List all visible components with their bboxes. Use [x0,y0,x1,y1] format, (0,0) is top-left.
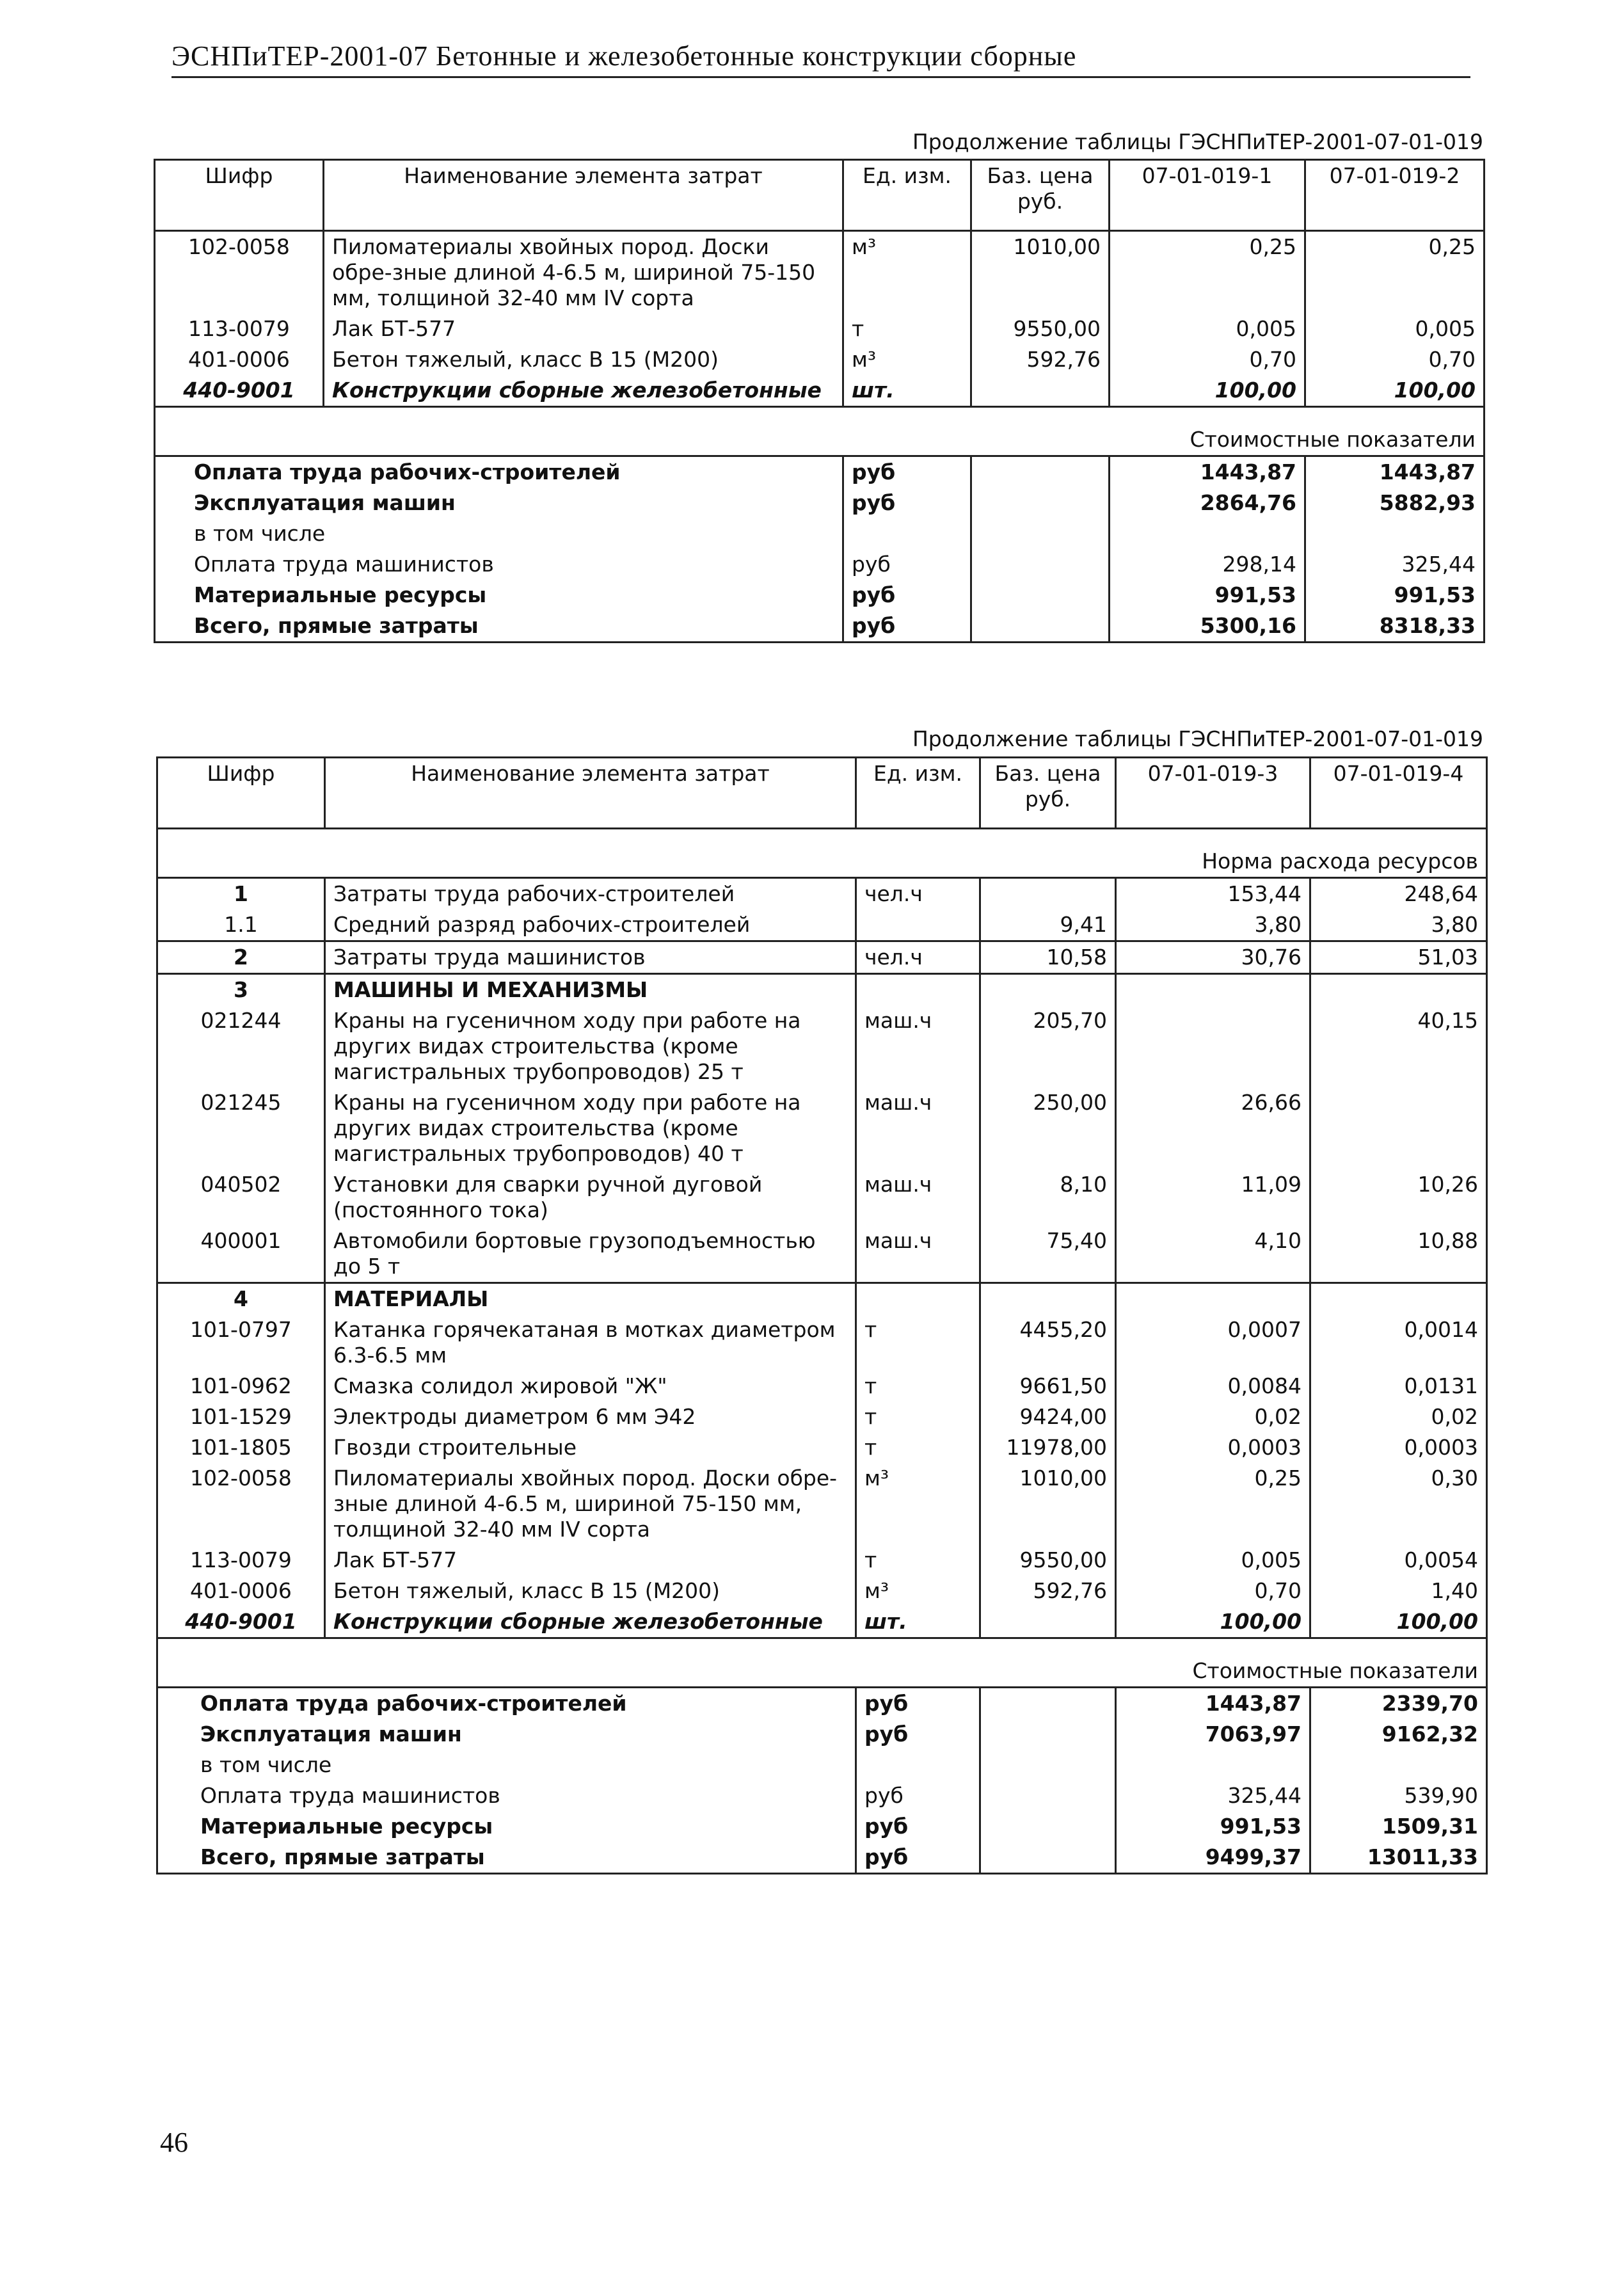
cell-code: 440-9001 [185,1609,297,1634]
table-row [155,344,1485,375]
cell-code: 401-0006 [190,1578,292,1603]
table-row [157,1576,1487,1606]
cell-v2: 10,26 [1310,1169,1487,1226]
cell-v2 [1310,1087,1487,1169]
cost-unit: руб [843,611,971,643]
cell-v2: 40,15 [1310,1005,1487,1087]
cell-v1: 0,0003 [1116,1432,1310,1463]
cost-section-label: Стоимостные показатели [1190,427,1476,452]
cost-v2 [1310,1750,1487,1780]
cell-v2: 0,005 [1305,314,1485,344]
cell-code: 113-0079 [190,1547,292,1572]
cell-v2: 0,0131 [1310,1371,1487,1402]
cell-code: 021244 [200,1008,282,1033]
cost-v2: 539,90 [1310,1780,1487,1811]
col-header-v2: 07-01-019-4 [1310,758,1487,829]
cell-v2: 51,03 [1310,941,1487,974]
cell-unit: м³ [843,344,971,375]
col-header-unit: Ед. изм. [856,758,980,829]
cell-v1 [1116,974,1310,1006]
cost-v2: 8318,33 [1305,611,1485,643]
cell-v2: 248,64 [1310,878,1487,910]
cost-v1: 7063,97 [1116,1719,1310,1750]
cell-name: Средний разряд рабочих-строителей [325,909,856,941]
cell-name: Пиломатериалы хвойных пород. Доски обре-зные длиной 4-6.5 м, шириной 75-150 мм, толщиной 32-40 мм IV сорта [325,1463,856,1545]
table-row [157,1606,1487,1638]
cost-row [155,611,1485,643]
table-row [155,375,1485,407]
cell-price: 9550,00 [971,314,1110,344]
table-row [155,231,1485,314]
cell-unit: маш.ч [856,1087,980,1169]
cost-unit: руб [856,1842,980,1874]
cell-v2: 10,88 [1310,1226,1487,1283]
cost-v2: 2339,70 [1310,1688,1487,1720]
cost-row [157,1780,1487,1811]
cost-row [155,549,1485,580]
cell-v1: 100,00 [1116,1606,1310,1638]
cell-code: 400001 [200,1228,282,1253]
cell-v2: 0,0003 [1310,1432,1487,1463]
col-header-code: Шифр [205,163,273,188]
cost-v2: 1443,87 [1305,456,1485,488]
cell-unit: маш.ч [856,1169,980,1226]
header-title: ЭСНПиТЕР-2001-07 Бетонные и железобетонные конструкции сборные [171,40,1077,72]
cost-price [980,1688,1116,1720]
cell-code: 021245 [200,1090,282,1115]
cell-name: Затраты труда машинистов [325,941,856,974]
cost-row [157,1811,1487,1842]
table2 [156,756,1488,1874]
cell-name: Затраты труда рабочих-строителей [325,878,856,910]
cell-unit: т [856,1371,980,1402]
cost-row [155,488,1485,518]
cost-row [157,1750,1487,1780]
cell-v1: 0,0084 [1116,1371,1310,1402]
group-row [157,974,1487,1006]
col-header-name: Наименование элемента затрат [325,758,856,829]
cost-v2: 325,44 [1305,549,1485,580]
cell-name: Краны на гусеничном ходу при работе на других видах строительства (кроме магистральных трубопроводов) 25 т [325,1005,856,1087]
col-header-v1: 07-01-019-3 [1116,758,1310,829]
page-number: 46 [160,2127,188,2158]
cost-v2: 991,53 [1305,580,1485,611]
cell-v2: 0,30 [1310,1463,1487,1545]
cell-v2 [1310,974,1487,1006]
cost-label: Оплата труда машинистов [194,552,494,577]
cell-v2: 3,80 [1310,909,1487,941]
cell-unit: т [856,1315,980,1371]
cost-label: Материальные ресурсы [194,582,487,607]
cell-code: 2 [234,945,248,970]
cost-label: в том числе [194,521,326,546]
cost-price [980,1780,1116,1811]
cost-v1: 1443,87 [1110,456,1305,488]
cost-price [971,518,1110,549]
cost-v1 [1110,518,1305,549]
group-code: 3 [234,977,248,1002]
table-row [157,1169,1487,1226]
cost-v2 [1305,518,1485,549]
cell-price: 1010,00 [971,231,1110,314]
cost-price [971,580,1110,611]
cell-v2: 0,02 [1310,1402,1487,1432]
table-row [157,1371,1487,1402]
cell-unit: шт. [843,375,971,407]
cost-unit: руб [843,488,971,518]
cell-unit: м³ [843,231,971,314]
cost-price [980,1719,1116,1750]
cost-price [971,611,1110,643]
cost-row [155,580,1485,611]
cost-v2: 9162,32 [1310,1719,1487,1750]
cost-unit [843,518,971,549]
cost-price [980,1811,1116,1842]
cost-label: Материальные ресурсы [200,1814,493,1839]
cell-code: 102-0058 [188,234,290,259]
cost-row [157,1688,1487,1720]
cell-unit: маш.ч [856,1005,980,1087]
cell-name: Гвозди строительные [325,1432,856,1463]
cost-row [157,1842,1487,1874]
group-title: МАШИНЫ И МЕХАНИЗМЫ [325,974,856,1006]
cell-price: 592,76 [971,344,1110,375]
cell-v2: 0,25 [1305,231,1485,314]
cell-v1: 0,25 [1116,1463,1310,1545]
cell-v1: 0,005 [1116,1545,1310,1576]
cell-price [980,878,1116,910]
table1-header-row [155,160,1485,231]
cell-price: 250,00 [980,1087,1116,1169]
cell-price: 11978,00 [980,1432,1116,1463]
cell-unit: м³ [856,1463,980,1545]
cell-name: Электроды диаметром 6 мм Э42 [325,1402,856,1432]
group-row [157,1283,1487,1315]
cell-price: 4455,20 [980,1315,1116,1371]
cell-price: 9550,00 [980,1545,1116,1576]
cost-unit [856,1750,980,1780]
cell-name: Краны на гусеничном ходу при работе на других видах строительства (кроме магистральных трубопроводов) 40 т [325,1087,856,1169]
cost-v1: 2864,76 [1110,488,1305,518]
section-row [157,829,1487,878]
cell-price: 1010,00 [980,1463,1116,1545]
cell-name: Смазка солидол жировой "Ж" [325,1371,856,1402]
cell-code: 401-0006 [188,347,290,372]
cell-v2: 1,40 [1310,1576,1487,1606]
cell-name: Бетон тяжелый, класс В 15 (М200) [324,344,843,375]
cell-v1: 4,10 [1116,1226,1310,1283]
cell-v1: 0,70 [1110,344,1305,375]
cost-unit: руб [843,456,971,488]
cell-v2: 100,00 [1310,1606,1487,1638]
cost-label: Всего, прямые затраты [194,613,479,638]
table-row [157,1402,1487,1432]
col-header-v1: 07-01-019-1 [1110,160,1305,231]
cell-v2 [1310,1283,1487,1315]
table-row [157,1315,1487,1371]
cell-v1: 0,25 [1110,231,1305,314]
cell-price: 9,41 [980,909,1116,941]
cost-unit: руб [856,1811,980,1842]
cell-unit: маш.ч [856,1226,980,1283]
cell-price [980,1283,1116,1315]
cell-v1: 30,76 [1116,941,1310,974]
cost-v1: 298,14 [1110,549,1305,580]
cell-unit: т [856,1402,980,1432]
cell-unit: т [856,1432,980,1463]
cell-code: 101-0962 [190,1373,292,1398]
cost-unit: руб [856,1688,980,1720]
cell-v1: 0,005 [1110,314,1305,344]
cost-row [155,456,1485,488]
cost-price [971,549,1110,580]
section-row [155,407,1485,456]
table-row [157,1005,1487,1087]
cost-label: Эксплуатация машин [200,1722,462,1746]
norm-section-label: Норма расхода ресурсов [1202,849,1478,874]
cell-v1 [1116,1283,1310,1315]
cell-code: 101-1805 [190,1435,292,1460]
table-row [157,878,1487,910]
col-header-unit: Ед. изм. [843,160,971,231]
col-header-name: Наименование элемента затрат [324,160,843,231]
cost-v1 [1116,1750,1310,1780]
col-header-price: Баз. цена руб. [971,160,1110,231]
cell-name: Конструкции сборные железобетонные [324,375,843,407]
cost-section-label: Стоимостные показатели [1192,1658,1478,1683]
cell-price: 8,10 [980,1169,1116,1226]
cost-label: Оплата труда рабочих-строителей [194,460,621,484]
table1-caption: Продолжение таблицы ГЭСНПиТЕР-2001-07-01-019 [912,129,1483,154]
cell-name: Конструкции сборные железобетонные [325,1606,856,1638]
col-header-v2: 07-01-019-2 [1305,160,1485,231]
cell-v1: 0,0007 [1116,1315,1310,1371]
cost-v1: 991,53 [1116,1811,1310,1842]
cost-price [971,456,1110,488]
cell-price [971,375,1110,407]
cell-v1 [1116,1005,1310,1087]
cell-v2: 0,0054 [1310,1545,1487,1576]
running-header [171,40,1470,78]
table-row [157,1226,1487,1283]
cell-v2: 100,00 [1305,375,1485,407]
cell-code: 101-1529 [190,1404,292,1429]
cost-v1: 1443,87 [1116,1688,1310,1720]
cost-unit: руб [843,580,971,611]
cell-v1: 0,70 [1116,1576,1310,1606]
cost-price [980,1842,1116,1874]
cell-name: Пиломатериалы хвойных пород. Доски обре-зные длиной 4-6.5 м, шириной 75-150 мм, толщиной 32-40 мм IV сорта [324,231,843,314]
table-row [157,1463,1487,1545]
cell-v1: 3,80 [1116,909,1310,941]
cost-v2: 13011,33 [1310,1842,1487,1874]
group-title: МАТЕРИАЛЫ [325,1283,856,1315]
cell-name: Установки для сварки ручной дуговой (постоянного тока) [325,1169,856,1226]
cell-code: 1 [234,881,248,906]
cell-v1: 0,02 [1116,1402,1310,1432]
cost-v1: 5300,16 [1110,611,1305,643]
cell-code: 101-0797 [190,1317,292,1342]
cell-unit: шт. [856,1606,980,1638]
cell-code: 040502 [200,1172,282,1197]
cell-name: Лак БТ-577 [324,314,843,344]
cost-v2: 1509,31 [1310,1811,1487,1842]
table2-header-row [157,758,1487,829]
cell-price: 205,70 [980,1005,1116,1087]
cell-name: Лак БТ-577 [325,1545,856,1576]
cell-code: 113-0079 [188,316,290,341]
cost-price [980,1750,1116,1780]
cell-price: 9424,00 [980,1402,1116,1432]
cell-v1: 100,00 [1110,375,1305,407]
section-row [157,1638,1487,1688]
cell-unit [856,909,980,941]
cost-label: в том числе [200,1752,332,1777]
cell-unit [856,1283,980,1315]
table-row [157,1432,1487,1463]
cell-price [980,974,1116,1006]
table-row [155,314,1485,344]
cell-name: Автомобили бортовые грузоподъемностью до 5 т [325,1226,856,1283]
cost-v2: 5882,93 [1305,488,1485,518]
cell-name: Бетон тяжелый, класс В 15 (М200) [325,1576,856,1606]
cost-label: Оплата труда машинистов [200,1783,500,1808]
cell-name: Катанка горячекатаная в мотках диаметром 6.3-6.5 мм [325,1315,856,1371]
cost-label: Эксплуатация машин [194,490,456,515]
cost-v1: 9499,37 [1116,1842,1310,1874]
table2-caption: Продолжение таблицы ГЭСНПиТЕР-2001-07-01-019 [912,726,1483,751]
cell-v2: 0,0014 [1310,1315,1487,1371]
cell-price: 9661,50 [980,1371,1116,1402]
cell-v1: 11,09 [1116,1169,1310,1226]
cell-unit: т [843,314,971,344]
cost-unit: руб [856,1780,980,1811]
cell-v1: 153,44 [1116,878,1310,910]
table-row [157,1545,1487,1576]
cell-price: 75,40 [980,1226,1116,1283]
cost-v1: 991,53 [1110,580,1305,611]
cost-label: Всего, прямые затраты [200,1844,485,1869]
cell-code: 1.1 [224,912,258,937]
cell-v1: 26,66 [1116,1087,1310,1169]
cost-unit: руб [843,549,971,580]
cell-unit: чел.ч [856,941,980,974]
cell-code: 102-0058 [190,1466,292,1491]
table-row [157,909,1487,941]
group-code: 4 [234,1286,248,1311]
table1 [154,159,1485,643]
cell-price: 592,76 [980,1576,1116,1606]
cost-row [155,518,1485,549]
col-header-price: Баз. цена руб. [980,758,1116,829]
cost-label: Оплата труда рабочих-строителей [200,1691,627,1716]
cell-code: 440-9001 [183,378,295,403]
cell-unit: т [856,1545,980,1576]
cell-unit [856,974,980,1006]
table-row [157,1087,1487,1169]
cost-price [971,488,1110,518]
cell-price [980,1606,1116,1638]
col-header-code: Шифр [207,761,275,786]
cell-unit: чел.ч [856,878,980,910]
cell-price: 10,58 [980,941,1116,974]
cost-v1: 325,44 [1116,1780,1310,1811]
cell-unit: м³ [856,1576,980,1606]
cost-row [157,1719,1487,1750]
table-row [157,941,1487,974]
cost-unit: руб [856,1719,980,1750]
cell-v2: 0,70 [1305,344,1485,375]
